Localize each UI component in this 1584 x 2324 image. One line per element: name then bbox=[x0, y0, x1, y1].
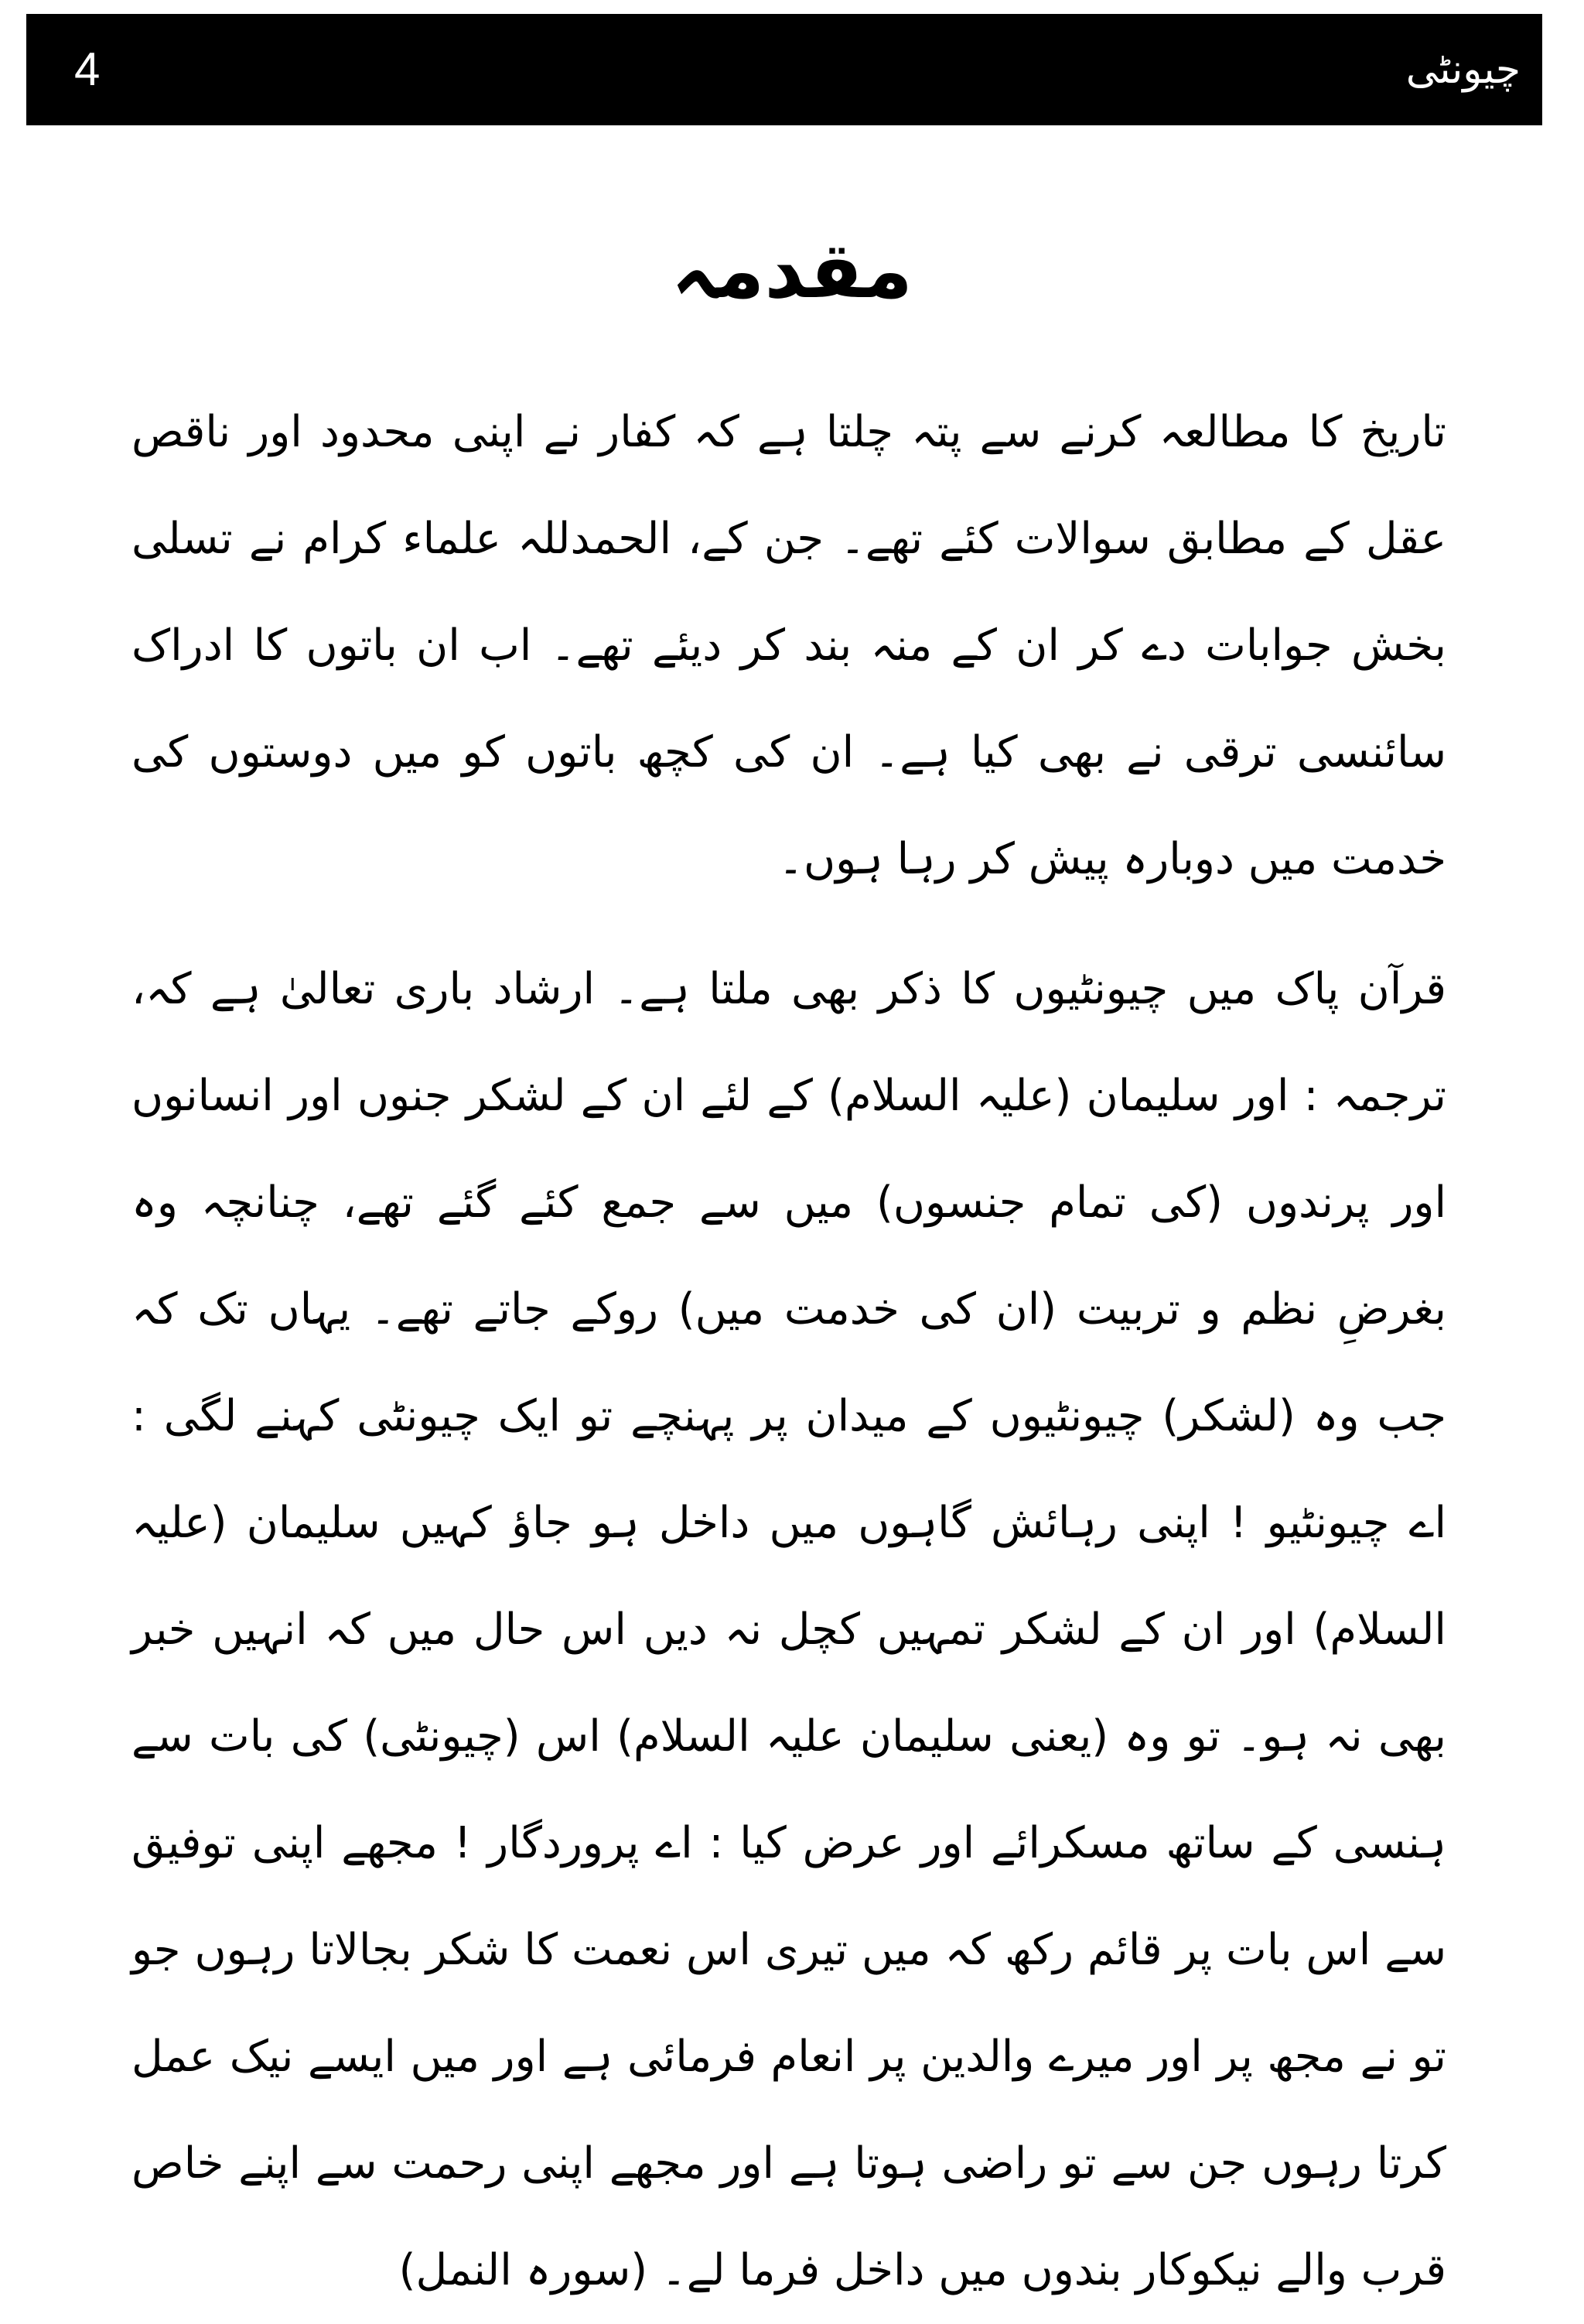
quran-paragraph: قرآن پاک میں چیونٹیوں کا ذکر بھی ملتا ہے۔ ارشاد باری تعالیٰ ہے کہ، ترجمہ : اور سلیمان (علیہ السلام) کے لئے ان کے لشکر جنوں اور انسانوں اور پرندوں (کی تمام جنسوں) میں سے جمع کئے گئے تھے، چنانچہ وہ بغرضِ نظم و تربیت (ان کی خدمت میں) روکے جاتے تھے۔ یہاں تک کہ جب وہ (لشکر) چیونٹیوں کے میدان پر پہنچے تو ایک چیونٹی کہنے لگی : اے چیونٹیو ! اپنی رہائش گاہوں میں داخل ہو جاؤ کہیں سلیمان (علیہ السلام) اور ان کے لشکر تمہیں کچل نہ دیں اس حال میں کہ انہیں خبر بھی نہ ہو۔ تو وہ (یعنی سلیمان علیہ السلام) اس (چیونٹی) کی بات سے ہنسی کے ساتھ مسکرائے اور عرض کیا : اے پروردگار ! مجھے اپنی توفیق سے اس بات پر قائم رکھ کہ میں تیری اس نعمت کا شکر بجالاتا رہوں جو تو نے مجھ پر اور میرے والدین پر انعام فرمائی ہے اور میں ایسے نیک عمل کرتا رہوں جن سے تو راضی ہوتا ہے اور مجھے اپنی رحمت سے اپنے خاص قرب والے نیکوکار بندوں میں داخل فرما لے۔ (سورہ النمل) bbox=[131, 964, 1446, 2295]
running-title: چیونٹی bbox=[1405, 46, 1521, 93]
header-bar bbox=[26, 14, 1542, 125]
page-number: 4 bbox=[74, 43, 101, 95]
intro-paragraph: تاریخ کا مطالعہ کرنے سے پتہ چلتا ہے کہ کفار نے اپنی محدود اور ناقص عقل کے مطابق سوالات کئے تھے۔ جن کے، الحمدللہ علماء کرام نے تسلی بخش جوابات دے کر ان کے منہ بند کر دیئے تھے۔ اب ان باتوں کا ادراک سائنسی ترقی نے بھی کیا ہے۔ ان کی کچھ باتوں کو میں دوستوں کی خدمت میں دوبارہ پیش کر رہا ہوں۔ bbox=[131, 407, 1446, 884]
page-heading: مقدمہ bbox=[671, 225, 913, 316]
